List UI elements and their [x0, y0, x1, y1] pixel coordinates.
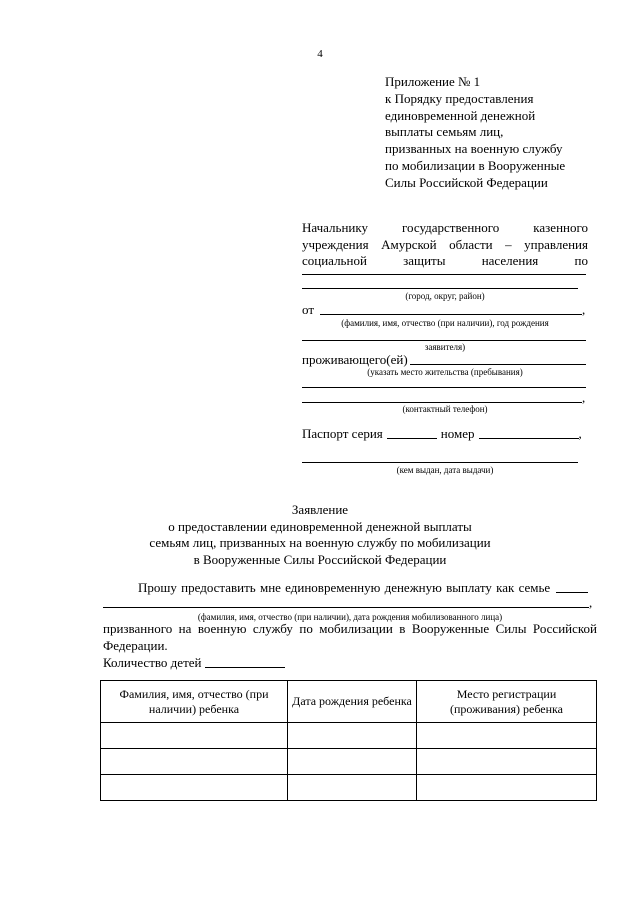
addressee-blank-line[interactable] — [302, 274, 586, 275]
table-cell[interactable] — [288, 775, 417, 801]
table-cell[interactable] — [288, 723, 417, 749]
comma: , — [582, 390, 586, 405]
table-cell[interactable] — [417, 723, 597, 749]
header-cell-birthdate: Дата рождения ребенка — [288, 681, 417, 723]
residing-row — [302, 352, 588, 368]
children-table — [100, 680, 597, 801]
residence-caption: (указать место жительства (пребывания) — [367, 367, 523, 377]
table-cell[interactable] — [101, 749, 288, 775]
mobilized-fio-blank[interactable] — [103, 607, 589, 608]
addressee-line: социальной защиты населения по — [302, 253, 588, 268]
passport-series-blank[interactable] — [387, 438, 437, 439]
appendix-line: призванных на военную службу — [385, 141, 563, 157]
appendix-line: Силы Российской Федерации — [385, 174, 548, 190]
comma: , — [582, 302, 586, 317]
called-text-end: Федерации. — [103, 637, 168, 653]
table-row — [101, 749, 597, 775]
phone-blank[interactable] — [302, 402, 582, 403]
comma: , — [578, 426, 582, 441]
family-blank[interactable] — [556, 592, 588, 593]
from-row — [302, 302, 588, 318]
statement-title — [0, 502, 640, 568]
residing-label: проживающего(ей) — [302, 352, 408, 367]
table-cell[interactable] — [417, 749, 597, 775]
statement-title-line: в Вооруженные Силы Российской Федерации — [193, 551, 447, 567]
passport-series-label: Паспорт серия — [302, 426, 383, 441]
request-text: Прошу предоставить мне единовременную денежную выплату как семье — [138, 580, 551, 595]
children-count-blank[interactable] — [205, 667, 285, 668]
applicant-blank-line-2[interactable] — [302, 340, 586, 341]
comma: , — [589, 595, 593, 610]
table-cell[interactable] — [288, 749, 417, 775]
from-label: от — [302, 302, 315, 317]
appendix-line: единовременной денежной — [385, 107, 536, 123]
passport-row — [302, 426, 588, 442]
passport-number-blank[interactable] — [479, 438, 579, 439]
statement-title-line: семьям лиц, призванных на военную службу по мобилизации — [149, 535, 491, 551]
request-row — [138, 580, 598, 596]
header-cell-fio: Фамилия, имя, отчество (при наличии) ребенка — [101, 681, 288, 723]
called-paragraph — [103, 621, 597, 654]
children-count-label: Количество детей — [103, 655, 202, 670]
appendix-header — [385, 74, 565, 192]
fio-caption: (фамилия, имя, отчество (при наличии), год рождения — [341, 318, 549, 328]
phone-caption: (контактный телефон) — [402, 404, 488, 414]
passport-number-label: номер — [440, 426, 475, 441]
city-blank-line[interactable] — [302, 288, 578, 289]
addressee-line: учреждения Амурской области – управления — [302, 236, 588, 252]
table-cell[interactable] — [417, 775, 597, 801]
applicant-caption: заявителя) — [424, 342, 466, 352]
appendix-line: Приложение № 1 — [385, 74, 481, 89]
appendix-line: выплаты семьям лиц, — [385, 124, 504, 140]
statement-title-line: о предоставлении единовременной денежной выплаты — [168, 518, 472, 534]
table-header-row — [101, 681, 597, 723]
mobilized-caption: (фамилия, имя, отчество (при наличии), дата рождения мобилизованного лица) — [197, 612, 503, 622]
table-row — [101, 775, 597, 801]
city-caption: (город, округ, район) — [405, 291, 485, 301]
issued-blank-line[interactable] — [302, 462, 578, 463]
addressee-block — [302, 220, 588, 270]
statement-title-line: Заявление — [291, 502, 349, 517]
children-count-row — [103, 655, 285, 671]
appendix-line: к Порядку предоставления — [385, 90, 534, 106]
addressee-line: Начальнику государственного казенного — [302, 220, 588, 235]
mobilized-row — [103, 595, 597, 611]
table-cell[interactable] — [101, 775, 288, 801]
table-cell[interactable] — [101, 723, 288, 749]
residence-blank-line-2[interactable] — [302, 387, 586, 388]
table-row — [101, 723, 597, 749]
applicant-fio-blank[interactable] — [320, 314, 582, 315]
page-number: 4 — [317, 48, 323, 60]
residence-blank[interactable] — [410, 364, 586, 365]
called-text: призванного на военную службу по мобилизации в Вооруженные Силы Российской — [103, 621, 597, 636]
header-cell-registration: Место регистрации (проживания) ребенка — [417, 681, 597, 723]
appendix-line: по мобилизации в Вооруженные — [385, 157, 566, 173]
issued-caption: (кем выдан, дата выдачи) — [396, 465, 494, 475]
